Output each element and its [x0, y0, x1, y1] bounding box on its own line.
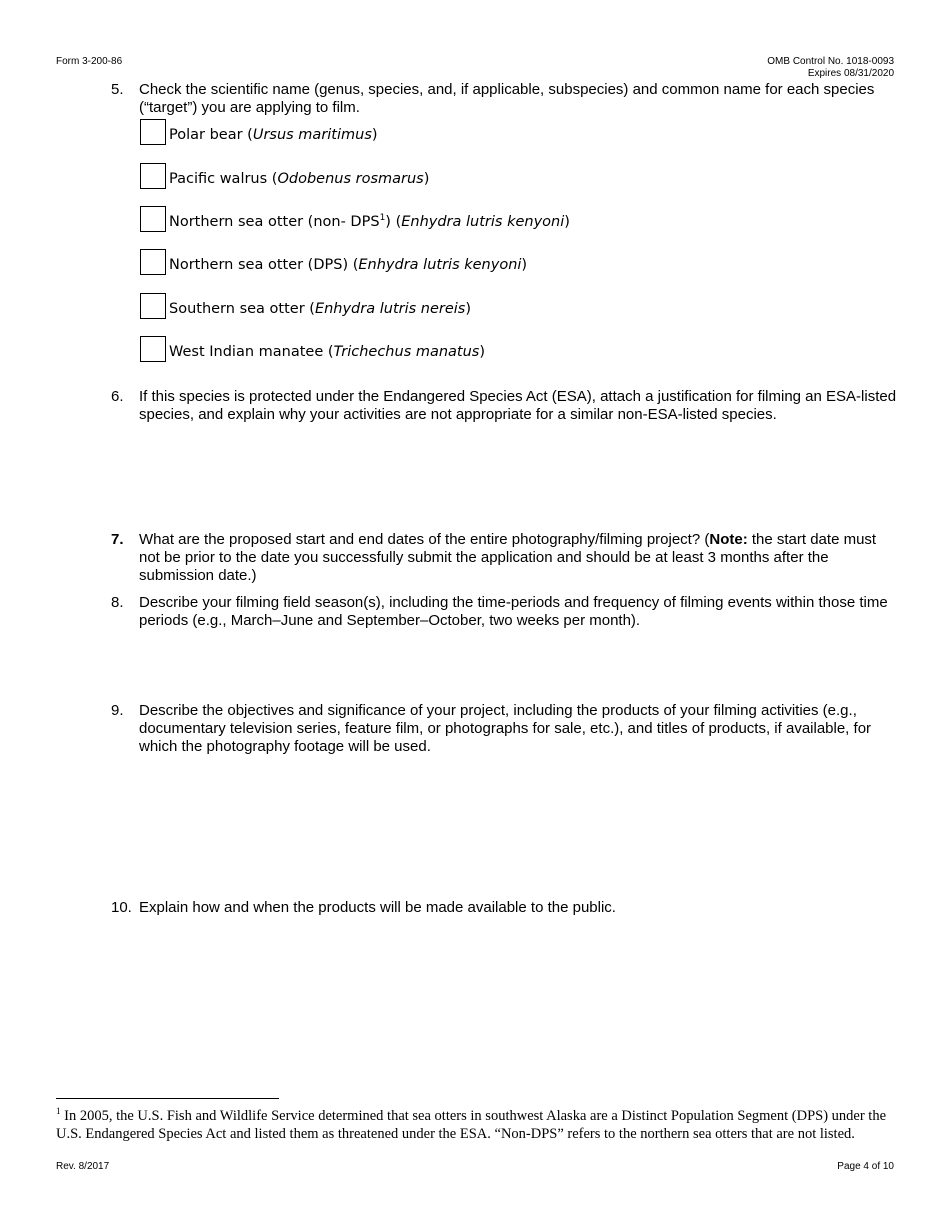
species-label: West Indian manatee (Trichechus manatus)	[169, 344, 486, 360]
footnote	[56, 1107, 896, 1143]
question-6	[111, 388, 901, 424]
omb-control-number: OMB Control No. 1018-0093	[767, 56, 894, 67]
expiration-date: Expires 08/31/2020	[807, 68, 894, 79]
form-number: Form 3-200-86	[56, 56, 123, 67]
question-10	[111, 899, 901, 917]
checkbox[interactable]	[140, 119, 166, 145]
question-text: Explain how and when the products will be made available to the public.	[139, 899, 616, 916]
footnote-marker: 1	[56, 1106, 61, 1117]
species-label: Northern sea otter (DPS) (Enhydra lutris kenyoni)	[169, 257, 528, 273]
question-text: Describe your filming field season(s), including the time-periods and frequency of filming events within those time periods (e.g., March–June and September–October, two weeks per month).	[139, 594, 888, 629]
page-number: Page 4 of 10	[837, 1161, 894, 1172]
question-7	[111, 531, 901, 585]
species-label: Southern sea otter (Enhydra lutris nereis)	[169, 301, 472, 317]
question-text: If this species is protected under the Endangered Species Act (ESA), attach a justification for filming an ESA-listed species, and explain why your activities are not appropriate for a similar non-ESA-listed species.	[139, 388, 897, 423]
checkbox[interactable]	[140, 163, 166, 189]
note-label: Note:	[709, 531, 748, 548]
species-label: Pacific walrus (Odobenus rosmarus)	[169, 171, 430, 187]
checkbox[interactable]	[140, 293, 166, 319]
question-number: 6.	[111, 388, 124, 405]
question-number: 9.	[111, 702, 124, 719]
species-label: Polar bear (Ursus maritimus)	[169, 127, 378, 143]
question-8	[111, 594, 901, 630]
revision-date: Rev. 8/2017	[56, 1161, 110, 1172]
footnote-divider	[56, 1098, 279, 1099]
question-text: Describe the objectives and significance of your project, including the products of your filming activities (e.g., documentary television series, feature film, or photographs for sale, etc.), and titles of products, if available, for which the photography footage will be used.	[139, 702, 872, 755]
question-number: 8.	[111, 594, 124, 611]
question-number: 10.	[111, 899, 132, 916]
omb-header	[767, 56, 894, 80]
checkbox[interactable]	[140, 336, 166, 362]
question-number: 7.	[111, 531, 124, 548]
species-label: Northern sea otter (non- DPS$^1$) (Enhydra lutris kenyoni)	[169, 213, 570, 230]
checkbox[interactable]	[140, 249, 166, 275]
question-number: 5.	[111, 81, 124, 98]
checkbox[interactable]	[140, 206, 166, 232]
footnote-text: In 2005, the U.S. Fish and Wildlife Service determined that sea otters in southwest Alaska are a Distinct Population Segment (DPS) under the U.S. Endangered Species Act and listed them as threatened under the ESA. “Non-DPS” refers to the northern sea otters that are not listed.	[56, 1108, 887, 1142]
question-text: What are the proposed start and end dates of the entire photography/filming project? (Note: the start date must not be prior to the date you successfully submit the application and should be at least 3 months after the submission date.)	[139, 531, 877, 584]
question-5	[111, 81, 901, 117]
footnote-reference: 1	[379, 213, 386, 224]
question-9	[111, 702, 901, 756]
question-text: Check the scientific name (genus, species, and, if applicable, subspecies) and common name for each species (“target”) you are applying to film.	[139, 81, 875, 116]
